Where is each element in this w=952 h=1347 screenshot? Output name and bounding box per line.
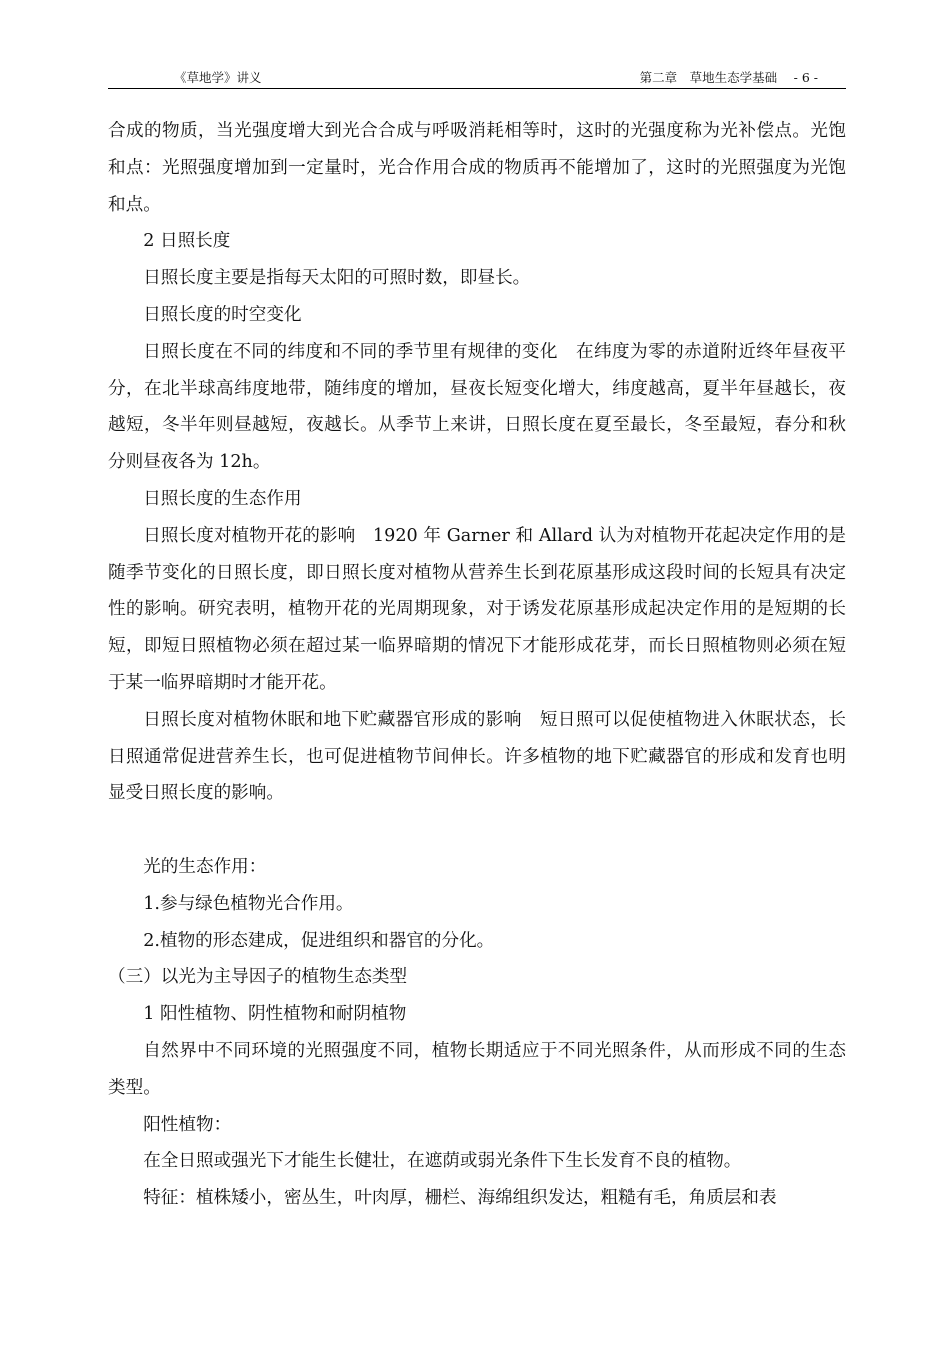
body-paragraph: 在全日照或强光下才能生长健壮，在遮荫或弱光条件下生长发育不良的植物。	[143, 1151, 742, 1172]
blank-line	[108, 812, 846, 849]
list-item: 1.参与绿色植物光合作用。	[143, 893, 354, 914]
subheading: 光的生态作用：	[143, 856, 267, 877]
subheading: 日照长度的时空变化	[143, 304, 302, 325]
list-item: 2.植物的形态建成，促进组织和器官的分化。	[143, 930, 495, 951]
section-heading: 2 日照长度	[143, 231, 231, 252]
subheading: 日照长度的生态作用	[143, 488, 302, 509]
subheading: 1 阳性植物、阴性植物和耐阴植物	[143, 1004, 407, 1025]
header-chapter-page: 第二章 草地生态学基础 - 6 -	[639, 70, 818, 85]
body-paragraph: 日照长度对植物开花的影响 1920 年 Garner 和 Allard 认为对植物开花起决定作用的是随季节变化的日照长度，即日照长度对植物从营养生长到花原基形成这段时间的长短具有决定性的影响。研究表明，植物开花的光周期现象，对于诱发花原基形成起决定作用的是短期的长短，即短日照植物必须在超过某一临界暗期的情况下才能形成花芽，而长日照植物则必须在短于某一临界暗期时才能开花。	[108, 525, 846, 693]
body-paragraph: 日照长度对植物休眠和地下贮藏器官形成的影响 短日照可以促使植物进入休眠状态，长日照通常促进营养生长，也可促进植物节间伸长。许多植物的地下贮藏器官的形成和发育也明显受日照长度的影响。	[108, 709, 846, 804]
body-paragraph: 自然界中不同环境的光照强度不同，植物长期适应于不同光照条件，从而形成不同的生态类型。	[108, 1040, 846, 1098]
body-paragraph: 合成的物质，当光强度增大到光合合成与呼吸消耗相等时，这时的光强度称为光补偿点。光饱和点：光照强度增加到一定量时，光合作用合成的物质再不能增加了，这时的光照强度为光饱和点。	[108, 121, 846, 215]
body-paragraph: 日照长度主要是指每天太阳的可照时数，即昼长。	[143, 268, 531, 289]
body-paragraph: 日照长度在不同的纬度和不同的季节里有规律的变化 在纬度为零的赤道附近终年昼夜平分，在北半球高纬度地带，随纬度的增加，昼夜长短变化增大，纬度越高，夏半年昼越长，夜越短，冬半年则昼越短，夜越长。从季节上来讲，日照长度在夏至最长，冬至最短，春分和秋分则昼夜各为 12h。	[108, 341, 846, 473]
body-paragraph: 特征：植株矮小，密丛生，叶肉厚，栅栏、海绵组织发达，粗糙有毛，角质层和表	[143, 1188, 777, 1209]
page-body	[108, 113, 846, 1217]
section-heading: （三）以光为主导因子的植物生态类型	[108, 967, 408, 988]
page-header	[108, 68, 846, 89]
header-course-title: 《草地学》讲义	[174, 70, 262, 85]
subheading: 阳性植物：	[143, 1114, 232, 1135]
